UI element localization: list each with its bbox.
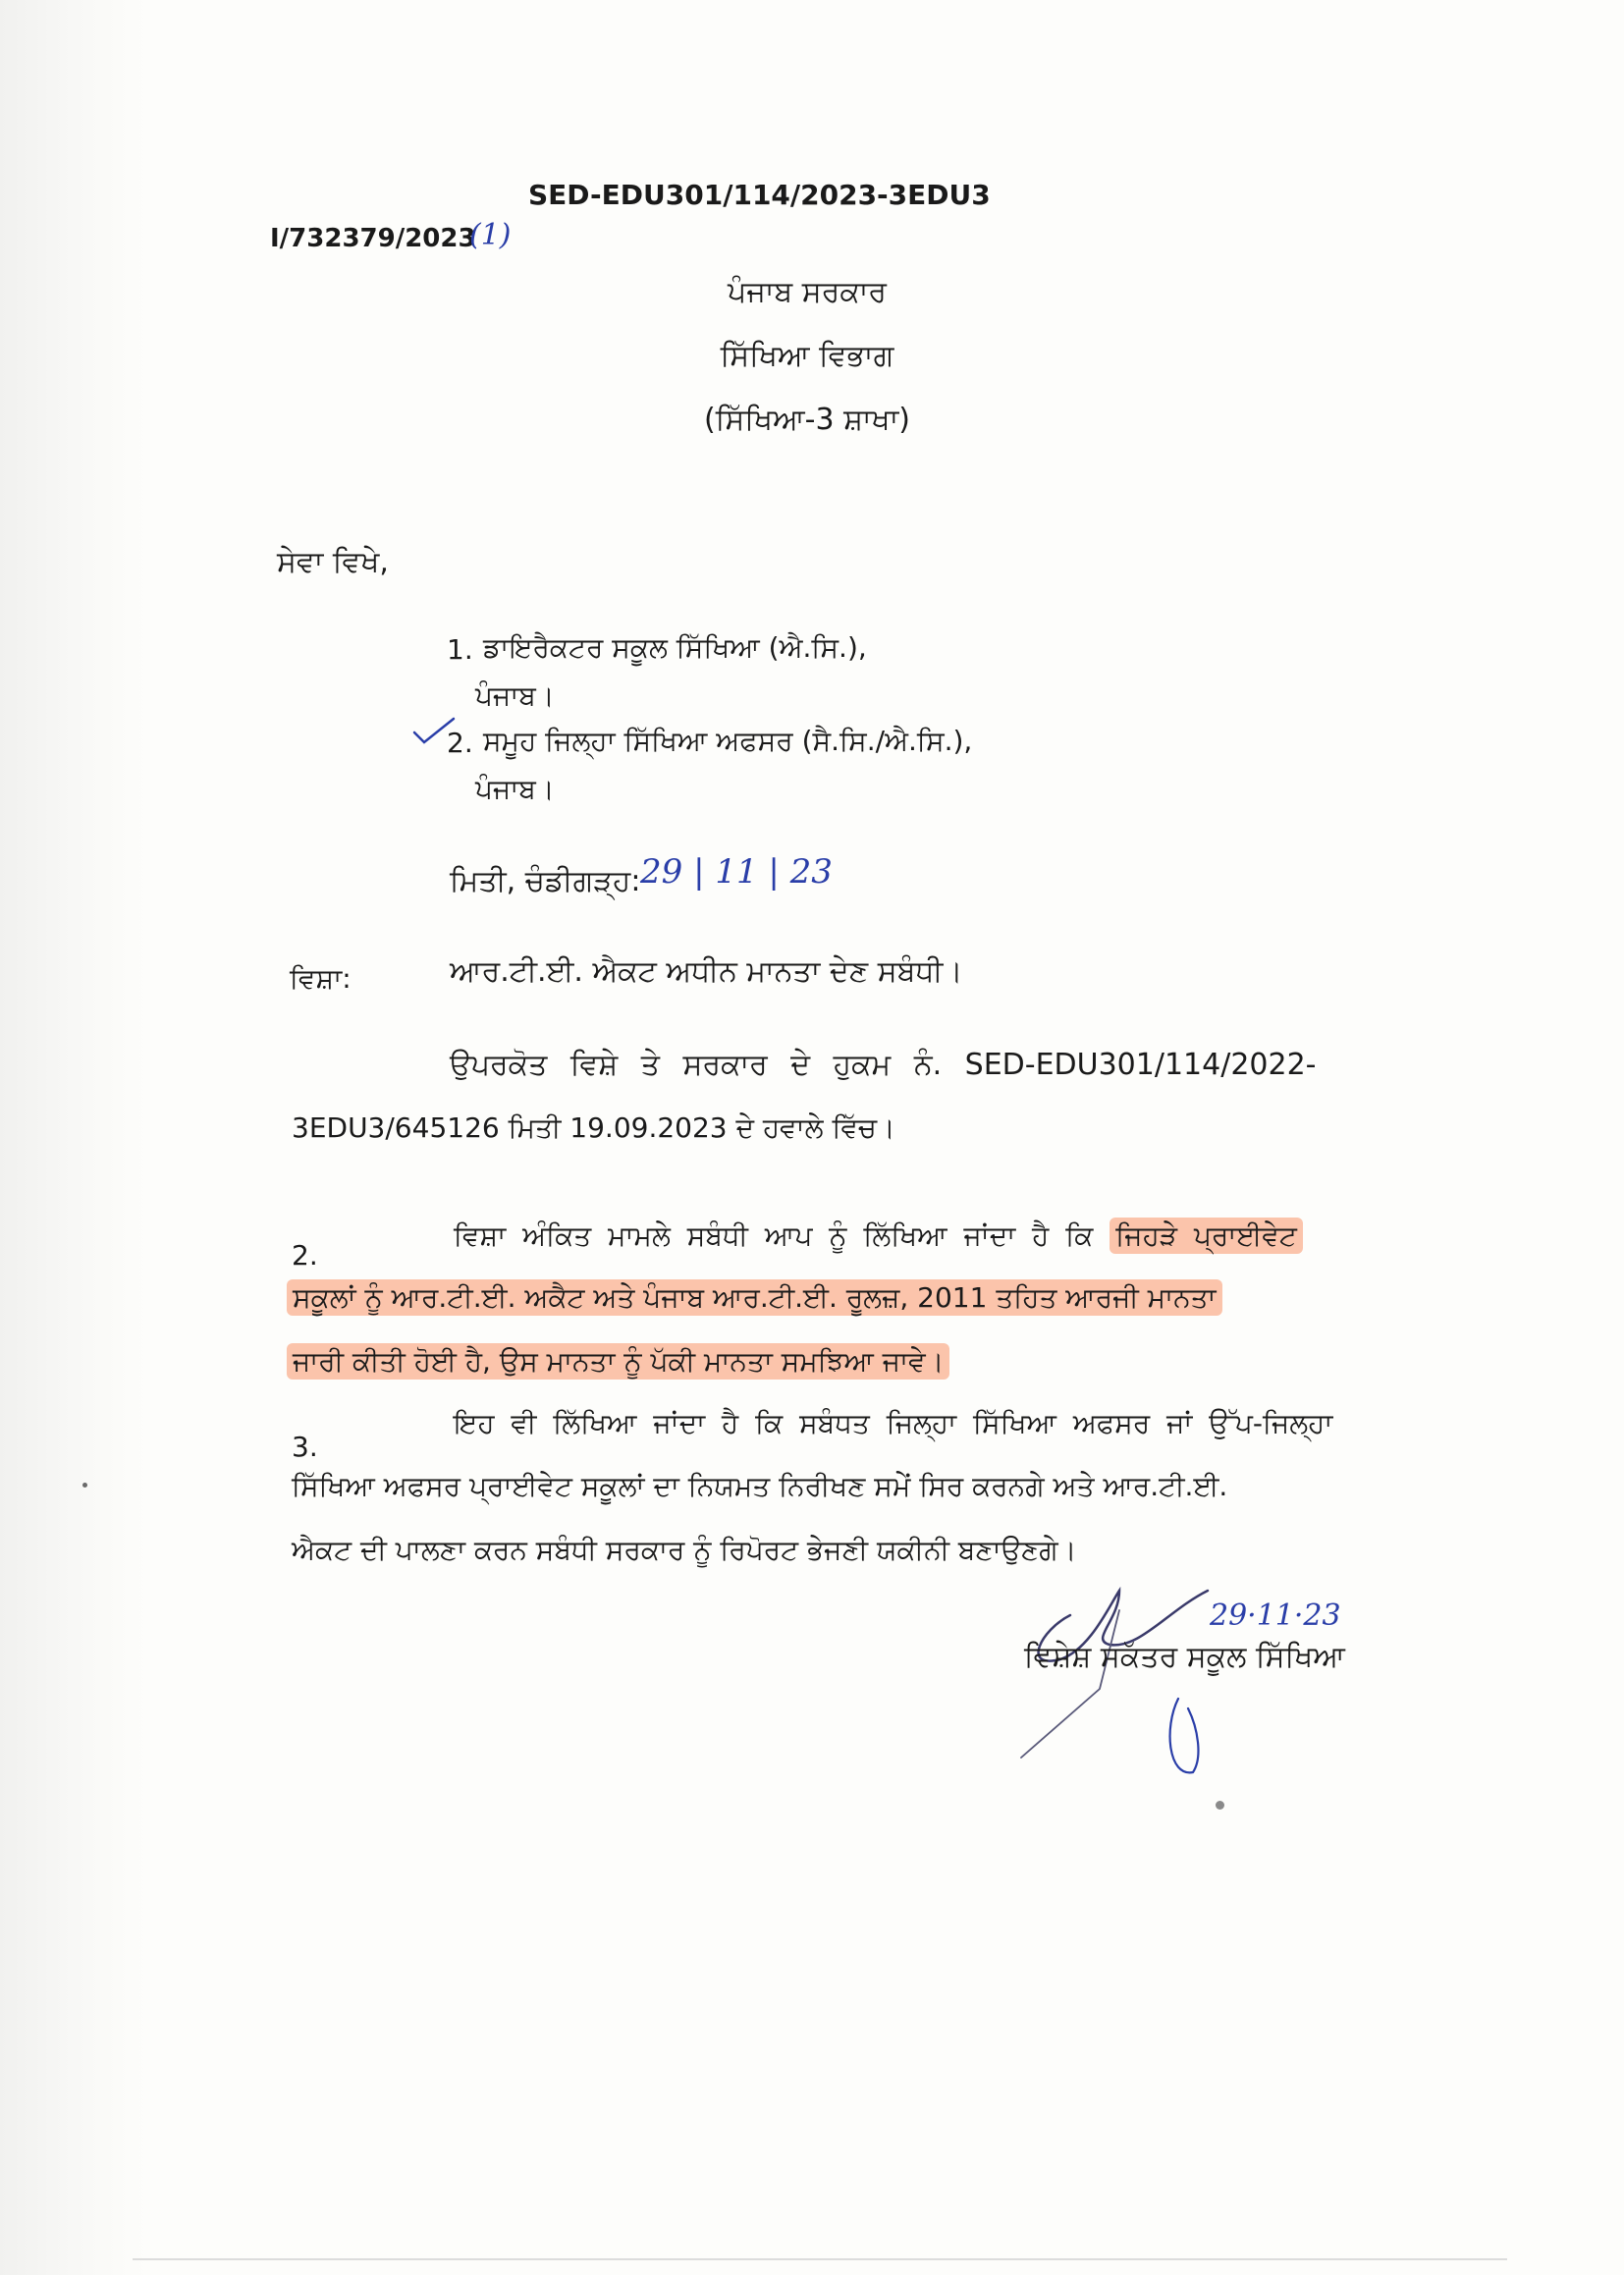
- date-label: ਮਿਤੀ, ਚੰਡੀਗੜ੍ਹ:: [450, 864, 641, 898]
- paragraph-2-number: 2.: [292, 1239, 318, 1272]
- paragraph-1-line-2: 3EDU3/645126 ਮਿਤੀ 19.09.2023 ਦੇ ਹਵਾਲੇ ਵਿੱਚ।: [292, 1111, 895, 1144]
- paragraph-2-line-1-highlight: ਜਿਹੜੇ ਪ੍ਰਾਈਵੇਟ: [1110, 1218, 1303, 1254]
- file-number: SED-EDU301/114/2023-3EDU3: [528, 179, 991, 211]
- paragraph-2-line-2-highlight: ਸਕੂਲਾਂ ਨੂੰ ਆਰ.ਟੀ.ਈ. ਅਕੈਟ ਅਤੇ ਪੰਜਾਬ ਆਰ.ਟੀ.ਈ. ਰੂਲਜ਼, 2011 ਤਹਿਤ ਆਰਜੀ ਮਾਨਤਾ: [287, 1279, 1222, 1316]
- recipient-1-line1: ਡਾਇਰੈਕਟਰ ਸਕੂਲ ਸਿੱਖਿਆ (ਐ.ਸਿ.),: [483, 631, 867, 664]
- signatory-designation: ਵਿਸ਼ੇਸ਼ ਸਕੱਤਰ ਸਕੂਲ ਸਿੱਖਿਆ: [1024, 1640, 1345, 1674]
- paragraph-2-line-1: [454, 1219, 1303, 1253]
- paragraph-2-line-1-text: ਵਿਸ਼ਾ ਅੰਕਿਤ ਮਾਮਲੇ ਸਬੰਧੀ ਆਪ ਨੂੰ ਲਿੱਖਿਆ ਜਾਂਦਾ ਹੈ ਕਿ: [454, 1219, 1094, 1252]
- paragraph-2-line-3-highlight: ਜਾਰੀ ਕੀਤੀ ਹੋਈ ਹੈ, ਉਸ ਮਾਨਤਾ ਨੂੰ ਪੱਕੀ ਮਾਨਤਾ ਸਮਝਿਆ ਜਾਵੇ।: [287, 1343, 949, 1380]
- scan-speck: [1216, 1801, 1224, 1810]
- recipient-2-line2: ਪੰਜਾਬ।: [475, 773, 555, 805]
- paragraph-3-line-2: ਸਿੱਖਿਆ ਅਫਸਰ ਪ੍ਰਾਈਵੇਟ ਸਕੂਲਾਂ ਦਾ ਨਿਯਮਤ ਨਿਰੀਖਣ ਸਮੇਂ ਸਿਰ ਕਰਨਗੇ ਅਤੇ ਆਰ.ਟੀ.ਈ.: [292, 1470, 1228, 1502]
- receipt-number: I/732379/2023: [270, 224, 476, 253]
- salutation: ਸੇਵਾ ਵਿਖੇ,: [277, 545, 389, 579]
- scan-left-shadow: [0, 0, 147, 2275]
- signature-date: 29·11·23: [1210, 1598, 1341, 1633]
- receipt-annotation: (1): [469, 218, 512, 252]
- recipient-1-number: 1.: [447, 633, 473, 666]
- subject-text: ਆਰ.ਟੀ.ਈ. ਐਕਟ ਅਧੀਨ ਮਾਨਤਾ ਦੇਣ ਸਬੰਧੀ।: [450, 954, 963, 989]
- recipient-2-line1: ਸਮੂਹ ਜਿਲ੍ਹਾ ਸਿੱਖਿਆ ਅਫਸਰ (ਸੈ.ਸਿ./ਐ.ਸਿ.),: [483, 725, 973, 757]
- paragraph-2-line-3: [287, 1345, 949, 1379]
- recipient-2-number: 2.: [447, 727, 473, 759]
- paragraph-3-number: 3.: [292, 1431, 318, 1463]
- paragraph-1-line-1: ਉਪਰਕੋਤ ਵਿਸ਼ੇ ਤੇ ਸਰਕਾਰ ਦੇ ਹੁਕਮ ਨੰ. SED-EDU301/114/2022-: [450, 1048, 1317, 1082]
- signature-scribble: [982, 1551, 1276, 1807]
- scan-bottom-margin: [147, 2248, 1624, 2275]
- scan-bottom-edge: [133, 2258, 1507, 2260]
- office-government: ਪੰਜਾਬ ਸਰਕਾਰ: [728, 275, 887, 309]
- subject-label: ਵਿਸ਼ਾ:: [290, 962, 352, 995]
- paragraph-2-line-2: [287, 1281, 1222, 1315]
- paragraph-3-line-3: ਐਕਟ ਦੀ ਪਾਲਣਾ ਕਰਨ ਸਬੰਧੀ ਸਰਕਾਰ ਨੂੰ ਰਿਪੋਰਟ ਭੇਜਣੀ ਯਕੀਨੀ ਬਣਾਉਣਗੇ।: [292, 1534, 1077, 1566]
- office-department: ਸਿੱਖਿਆ ਵਿਭਾਗ: [720, 339, 894, 373]
- office-branch: (ਸਿੱਖਿਆ-3 ਸ਼ਾਖਾ): [704, 403, 910, 437]
- recipient-1-line2: ਪੰਜਾਬ।: [475, 679, 555, 712]
- paragraph-3-line-1: ਇਹ ਵੀ ਲਿੱਖਿਆ ਜਾਂਦਾ ਹੈ ਕਿ ਸਬੰਧਤ ਜਿਲ੍ਹਾ ਸਿੱਖਿਆ ਅਫਸਰ ਜਾਂ ਉੱਪ-ਜਿਲ੍ਹਾ: [454, 1407, 1333, 1439]
- handwritten-date: 29 | 11 | 23: [640, 852, 833, 892]
- scan-speck: [82, 1483, 87, 1488]
